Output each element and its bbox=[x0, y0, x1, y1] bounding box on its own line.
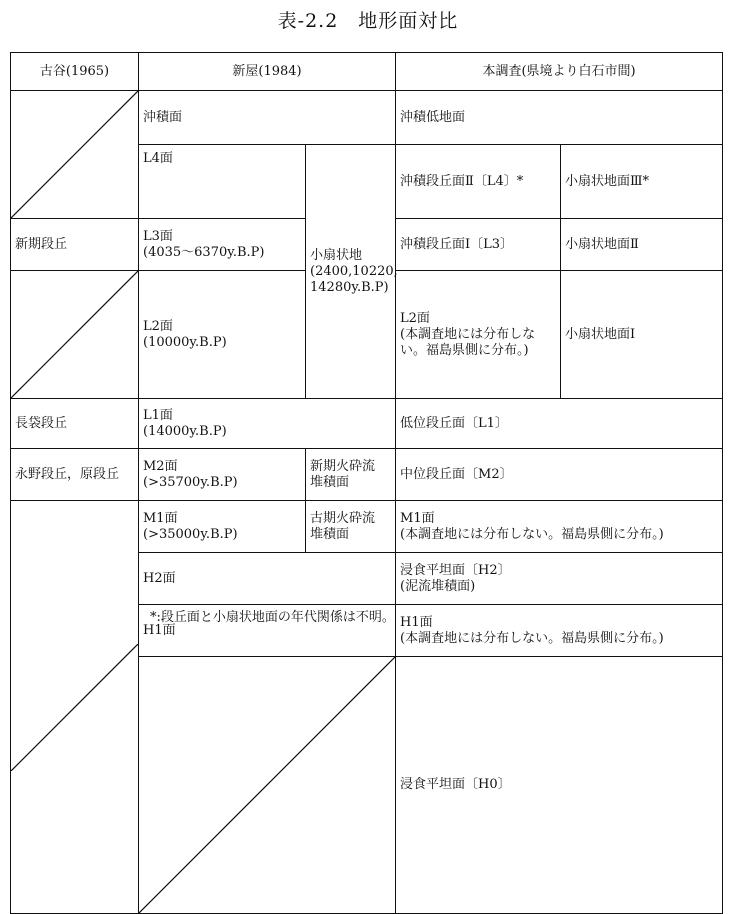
l3-age: (4035〜6370y.B.P) bbox=[143, 244, 265, 260]
cell-l3 bbox=[139, 219, 306, 271]
old-pyroclastic-line-2: 堆積面 bbox=[310, 526, 350, 542]
empty-diagonal-cell bbox=[139, 657, 396, 914]
fan-line-2: (2400,10220, bbox=[310, 263, 398, 279]
cell-new-terrace: 新期段丘 bbox=[11, 219, 139, 271]
cell-lower-terrace: 低位段丘面〔L1〕 bbox=[396, 399, 723, 449]
empty-diagonal-cell bbox=[11, 91, 139, 219]
cell-middle-terrace: 中位段丘面〔M2〕 bbox=[396, 449, 723, 501]
cell-erosion-plain-h0: 浸食平坦面〔H0〕 bbox=[396, 657, 723, 914]
cell-alluvial-surface: 沖積面 bbox=[139, 91, 396, 145]
m1-study-label: M1面 bbox=[400, 510, 435, 526]
cell-alluvial-terrace-2: 沖積段丘面Ⅱ〔L4〕* bbox=[396, 145, 561, 219]
m2-label: M2面 bbox=[143, 458, 178, 474]
new-pyroclastic-line-2: 堆積面 bbox=[310, 474, 350, 490]
m1-label: M1面 bbox=[143, 510, 178, 526]
cell-m1 bbox=[139, 501, 306, 553]
cell-h1-this-study bbox=[396, 605, 723, 657]
table-row bbox=[11, 399, 723, 449]
old-pyroclastic-line-1: 古期火砕流 bbox=[310, 510, 376, 526]
fan-line-3: 14280y.B.P) bbox=[310, 279, 389, 295]
h2-study-note: (泥流堆積面) bbox=[400, 578, 476, 594]
cell-m2 bbox=[139, 449, 306, 501]
header-araya: 新屋(1984) bbox=[139, 53, 396, 91]
diagonal-line bbox=[11, 644, 138, 771]
table-row bbox=[11, 449, 723, 501]
cell-m1-this-study bbox=[396, 501, 723, 553]
cell-alluvial-terrace-1: 沖積段丘面Ⅰ〔L3〕 bbox=[396, 219, 561, 271]
footnote: *:段丘面と小扇状地面の年代関係は不明。 bbox=[150, 610, 395, 625]
l2-study-note-1: (本調査地には分布しな bbox=[400, 326, 536, 342]
l2-label: L2面 bbox=[143, 318, 173, 334]
table-row bbox=[11, 501, 723, 553]
diagonal-line bbox=[139, 657, 395, 913]
h1-study-label: H1面 bbox=[400, 614, 433, 630]
cell-old-pyroclastic bbox=[306, 501, 396, 553]
empty-diagonal-cell bbox=[11, 271, 139, 399]
cell-l1 bbox=[139, 399, 396, 449]
cell-small-fan-3: 小扇状地面Ⅲ* bbox=[561, 145, 723, 219]
diagonal-line bbox=[11, 91, 138, 218]
header-furuya: 古谷(1965) bbox=[11, 53, 139, 91]
h1-study-note: (本調査地には分布しない。福島県側に分布。) bbox=[400, 630, 664, 646]
cell-l4: L4面 bbox=[139, 145, 306, 219]
cell-nagabukuro-terrace: 長袋段丘 bbox=[11, 399, 139, 449]
cell-l2 bbox=[139, 271, 306, 399]
m1-age: (>35000y.B.P) bbox=[143, 526, 238, 542]
cell-small-fan bbox=[306, 145, 396, 399]
l2-study-note-2: い。福島県側に分布。) bbox=[400, 342, 529, 358]
m1-study-note: (本調査地には分布しない。福島県側に分布。) bbox=[400, 526, 664, 542]
cell-small-fan-1: 小扇状地面Ⅰ bbox=[561, 271, 723, 399]
empty-diagonal-cell bbox=[11, 501, 139, 914]
header-row bbox=[11, 53, 723, 91]
cell-erosion-plain-h2 bbox=[396, 553, 723, 605]
header-this-study: 本調査(県境より白石市間) bbox=[396, 53, 723, 91]
cell-nagano-hara-terrace: 永野段丘，原段丘 bbox=[11, 449, 139, 501]
l2-age: (10000y.B.P) bbox=[143, 334, 227, 350]
l3-label: L3面 bbox=[143, 228, 173, 244]
l1-label: L1面 bbox=[143, 407, 173, 423]
landform-comparison-table bbox=[10, 52, 723, 914]
diagonal-line bbox=[11, 271, 138, 398]
cell-l2-this-study bbox=[396, 271, 561, 399]
m2-age: (>35700y.B.P) bbox=[143, 474, 238, 490]
h2-study-label: 浸食平坦面〔H2〕 bbox=[400, 562, 511, 578]
table-title: 表-2.2 地形面対比 bbox=[277, 10, 459, 32]
cell-new-pyroclastic bbox=[306, 449, 396, 501]
new-pyroclastic-line-1: 新期火砕流 bbox=[310, 458, 376, 474]
l2-study-label: L2面 bbox=[400, 310, 430, 326]
l1-age: (14000y.B.P) bbox=[143, 423, 227, 439]
table-row bbox=[11, 91, 723, 145]
fan-line-1: 小扇状地 bbox=[310, 247, 363, 263]
cell-alluvial-lowland: 沖積低地面 bbox=[396, 91, 723, 145]
cell-h1: H1面 bbox=[139, 605, 396, 657]
cell-h2: H2面 bbox=[139, 553, 396, 605]
cell-small-fan-2: 小扇状地面Ⅱ bbox=[561, 219, 723, 271]
